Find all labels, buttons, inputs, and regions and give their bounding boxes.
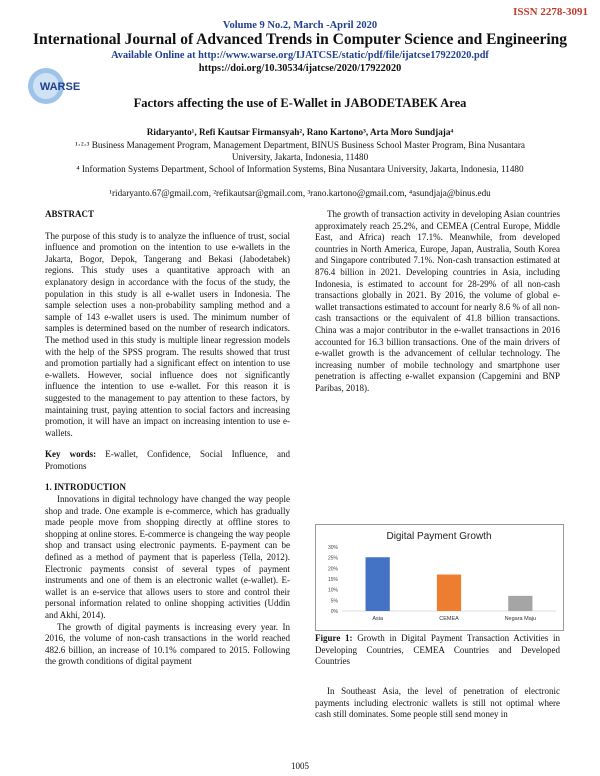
y-tick-label: 0% [330,609,338,615]
y-tick-label: 25% [327,555,338,562]
x-tick-label: Negara Maju [504,616,537,622]
authors: Ridaryanto¹, Refi Kautsar Firmansyah², Rano Kartono³, Arta Moro Sundjaja⁴ [146,127,454,137]
bar-asia [366,557,390,611]
x-tick-label: Asia [372,616,384,622]
journal-title: International Journal of Advanced Trends in Computer Science and Engineering [32,31,568,48]
keywords-label: Key words: [45,449,97,460]
logo-text: WARSE [39,81,81,93]
abstract-heading: ABSTRACT [45,209,95,219]
chart-title: Digital Payment Growth [386,531,492,542]
intro-heading: 1. INTRODUCTION [45,482,127,493]
volume-line: Volume 9 No.2, March -April 2020 [222,20,378,31]
affiliation-1: ¹·²·³ Business Management Program, Management Department, BINUS Business School Master Program, Bina Nusantara University, Jakarta, Indonesia, 11480 [75,140,525,162]
right-paragraph-1: The growth of transaction activity in developing Asian countries approximately reach 25.2%, and CEMEA (Central Europe, Middle East, and Africa) reach 17.1%. Meanwhile, from developed countries in North America, Europe, Japan, Australia, South Korea and Singapore contributed 7.1%. Non-cash transaction estimated at 876.4 billion in 2021. Developing countries in Asia, including Indonesia, is estimated to account for 28-29% of all non-cash transactions globally in 2021. By 2016, the volume of global e-wallet transactions estimated to account for nearly 8.6 % of all non-cash transactions or the equivalent of 41.8 billion transactions. China was a major contributor in the e-wallet transactions in 2016 accounted for 16.3 billion transactions. One of the main drivers of e-wallet growth is the advancement of cellular technology. The increasing number of mobile technology and smartphone user penetration is affecting e-wallet expansion (Capgemini and BNP Paribas, 2018). [315,209,560,393]
abstract-text: The purpose of this study is to analyze the influence of trust, social influence and promotion on the intention to use e-wallets in the Jakarta, Bogor, Depok, Tangerang and Bekasi (Jabodetabek) regions. This study uses a quantitative approach with an explanatory design in accordance with the focus of the study, the population in this study is all e-wallet users in Indonesia. The sample selection uses a non-probability sampling method and a sample of 143 e-wallet users is used. The minimum number of samples is determined based on the number of research indicators. The method used in this study is multiple linear regression models with the help of the SPSS program. The results showed that trust and promotion partially had a significant effect on intention to use e-wallets. However, social influence does not significantly influence the intention to use e-wallet. For this reason it is suggested to the management to pay attention to these factors, by maintaining trust, paying attention to social factors and increasing promotion, it will have an impact on increasing intention to use e-wallets. [45,230,290,438]
doi-link[interactable]: https://doi.org/10.30534/ijatcse/2020/17922020 [198,63,402,74]
digital-payment-chart [315,524,564,631]
caption-label: Figure 1: [315,633,353,643]
y-tick-label: 30% [327,545,338,551]
right-column [315,209,560,395]
keywords [45,449,290,472]
intro-paragraph-1: Innovations in digital technology have changed the way people shop and trade. One example is e-commerce, which has gradually made people move from shopping directly at offline stores to shopping at online stores. E-commerce is changeing the way people shop and transact using electronic payments. E-payment can be defined as a method of payment that is paperless (Tella, 2012). Electronic payments consist of several types of payment instruments and one of them is an electronic wallet (e-wallet). E-wallet is an e-service that allows users to store and control their personal information related to online shopping activities (Uddin and Akhi, 2014). [45,494,290,620]
affiliation-2: ⁴ Information Systems Department, School of Information Systems, Bina Nusantara University, Jakarta, Indonesia, 11480 [76,164,524,174]
affiliations [60,139,540,175]
right-column-bottom [315,686,560,721]
y-tick-label: 5% [330,598,338,605]
y-tick-label: 10% [327,587,338,594]
left-column [45,209,290,668]
right-paragraph-2: In Southeast Asia, the level of penetration of electronic payments including electronic wallets is still not optimal where cash still dominates. Some people still send money in [315,686,560,720]
figure-caption [315,633,560,668]
page-number: 1005 [291,761,309,771]
emails: ¹ridaryanto.67@gmail.com, ²refikautsar@gmail.com, ³rano.kartono@gmail.com, ⁴asundjaja@binus.edu [109,188,491,198]
issn: ISSN 2278-3091 [513,6,588,18]
caption-text: Growth in Digital Payment Transaction Activities in Developing Countries, CEMEA Countries and Developed Countries [315,633,560,667]
bar-negara-maju [508,596,532,611]
x-tick-label: CEMEA [439,616,459,622]
keywords-text: E-wallet, Confidence, Social Influence, and Promotions [45,449,290,471]
paper-title: Factors affecting the use of E-Wallet in JABODETABEK Area [133,96,467,110]
intro-paragraph-2: The growth of digital payments is increasing every year. In 2016, the volume of non-cash transactions in the world reached 482.6 billion, an increase of 10.1% compared to 2015. Following the growth conditions of digital payment [45,621,290,667]
y-tick-label: 20% [327,566,338,573]
bar-cemea [437,575,461,611]
online-link[interactable]: Available Online at http://www.warse.org/IJATCSE/static/pdf/file/ijatcse17922020.pdf [111,50,489,61]
y-tick-label: 15% [327,577,338,583]
